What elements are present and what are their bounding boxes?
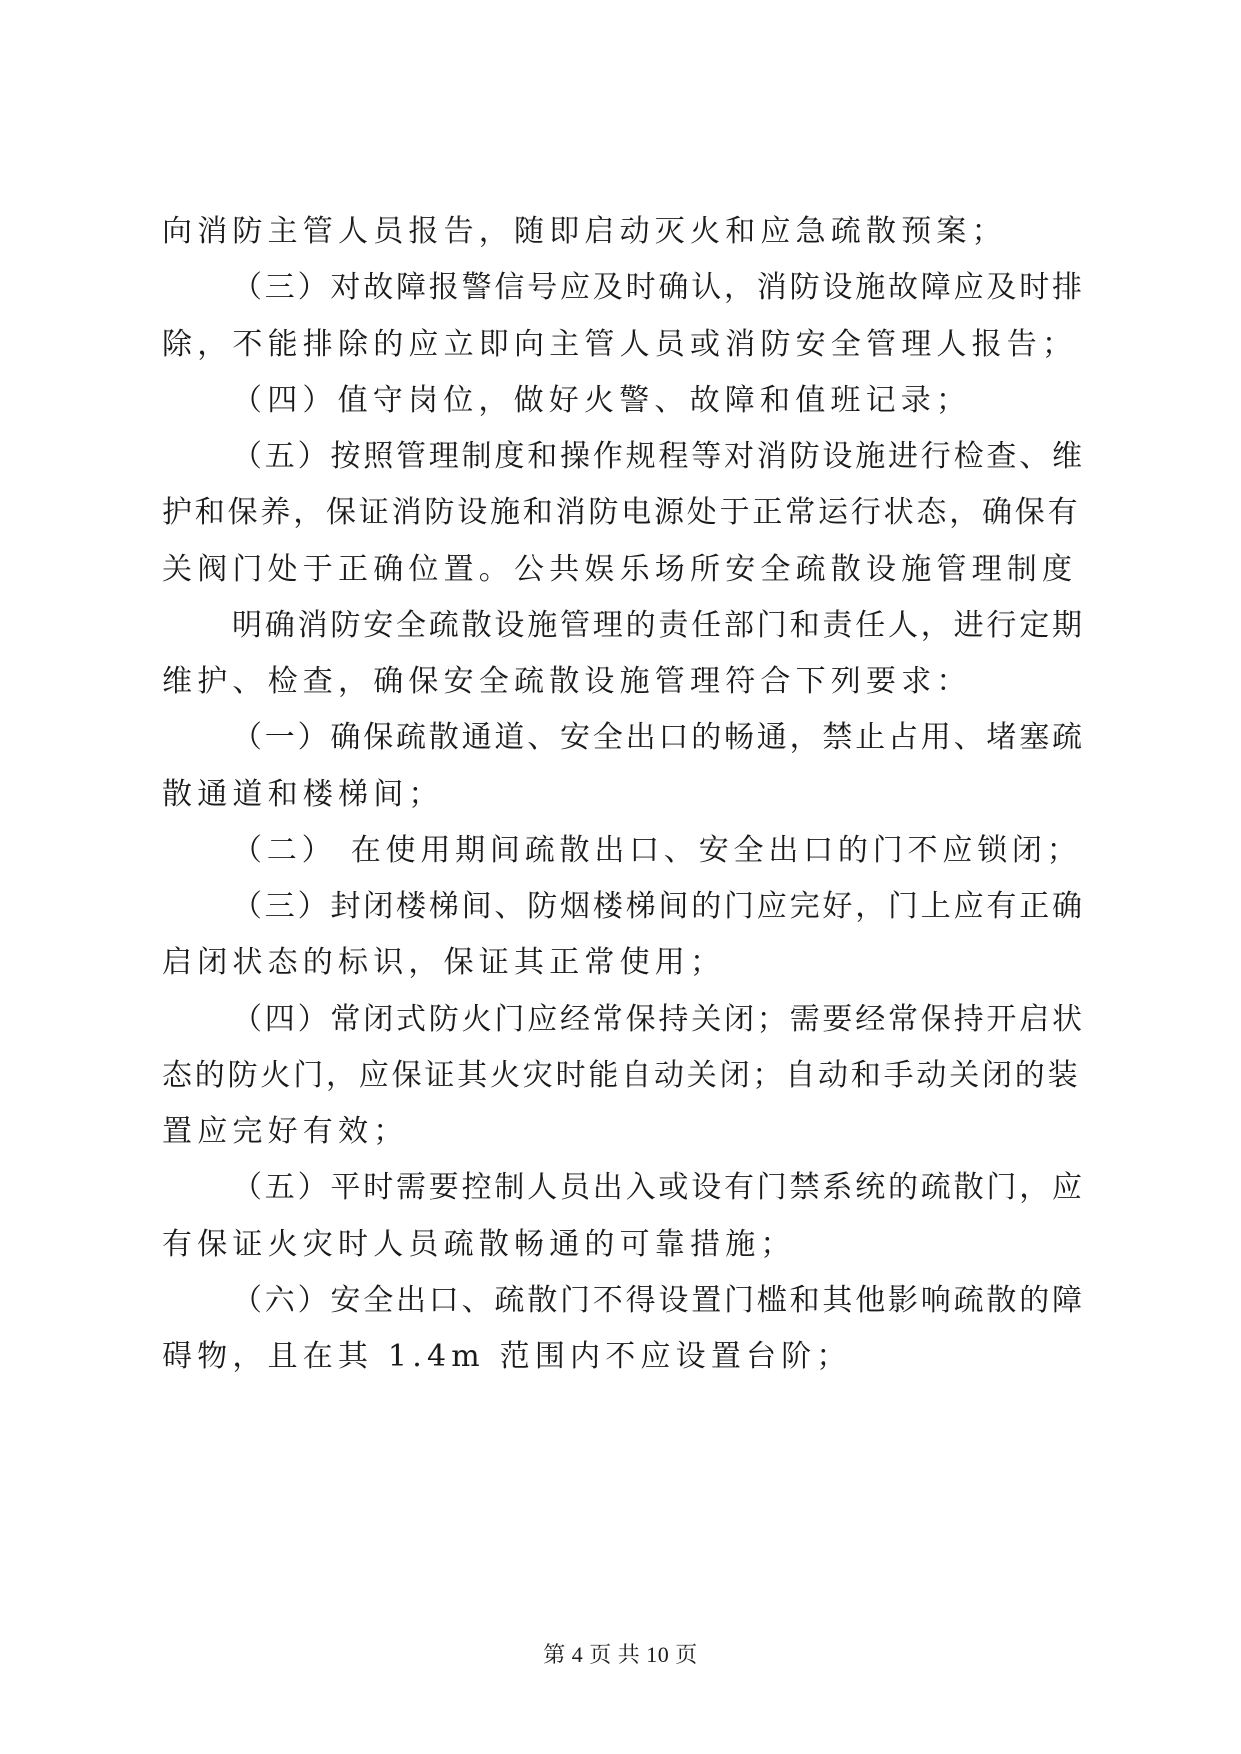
- paragraph-line: （五）平时需要控制人员出入或设有门禁系统的疏散门，应: [232, 1170, 1085, 1205]
- paragraph-line: 关阀门处于正确位置。公共娱乐场所安全疏散设施管理制度: [162, 552, 1078, 587]
- paragraph-line: （一）确保疏散通道、安全出口的畅通，禁止占用、堵塞疏: [232, 720, 1085, 755]
- paragraph-line: （三）封闭楼梯间、防烟楼梯间的门应完好，门上应有正确: [232, 889, 1085, 924]
- paragraph-line: 明确消防安全疏散设施管理的责任部门和责任人，进行定期: [232, 608, 1085, 643]
- paragraph-line: （三）对故障报警信号应及时确认，消防设施故障应及时排: [232, 270, 1085, 305]
- paragraph-line: （四）常闭式防火门应经常保持关闭；需要经常保持开启状: [232, 1002, 1085, 1037]
- paragraph-line: （二） 在使用期间疏散出口、安全出口的门不应锁闭；: [232, 833, 1082, 868]
- paragraph-line: 碍物，且在其 1.4m 范围内不应设置台阶；: [162, 1339, 852, 1374]
- page-number-footer: 第 4 页 共 10 页: [543, 1642, 698, 1667]
- paragraph-line: 置应完好有效；: [162, 1114, 409, 1149]
- paragraph-line: 态的防火门，应保证其火灾时能自动关闭；自动和手动关闭的装: [162, 1058, 1081, 1093]
- paragraph-line: 向消防主管人员报告，随即启动灭火和应急疏散预案；: [162, 214, 1007, 249]
- paragraph-line: 有保证火灾时人员疏散畅通的可靠措施；: [162, 1227, 796, 1262]
- paragraph-line: 启闭状态的标识，保证其正常使用；: [162, 945, 726, 980]
- paragraph-line: 散通道和楼梯间；: [162, 777, 444, 812]
- paragraph-line: 除，不能排除的应立即向主管人员或消防安全管理人报告；: [162, 327, 1078, 362]
- paragraph-line: 护和保养，保证消防设施和消防电源处于正常运行状态，确保有: [162, 495, 1081, 530]
- paragraph-line: 维护、检查，确保安全疏散设施管理符合下列要求：: [162, 664, 972, 699]
- paragraph-line: （六）安全出口、疏散门不得设置门槛和其他影响疏散的障: [232, 1283, 1085, 1318]
- paragraph-line: （五）按照管理制度和操作规程等对消防设施进行检查、维: [232, 439, 1085, 474]
- paragraph-line: （四）值守岗位，做好火警、故障和值班记录；: [232, 383, 972, 418]
